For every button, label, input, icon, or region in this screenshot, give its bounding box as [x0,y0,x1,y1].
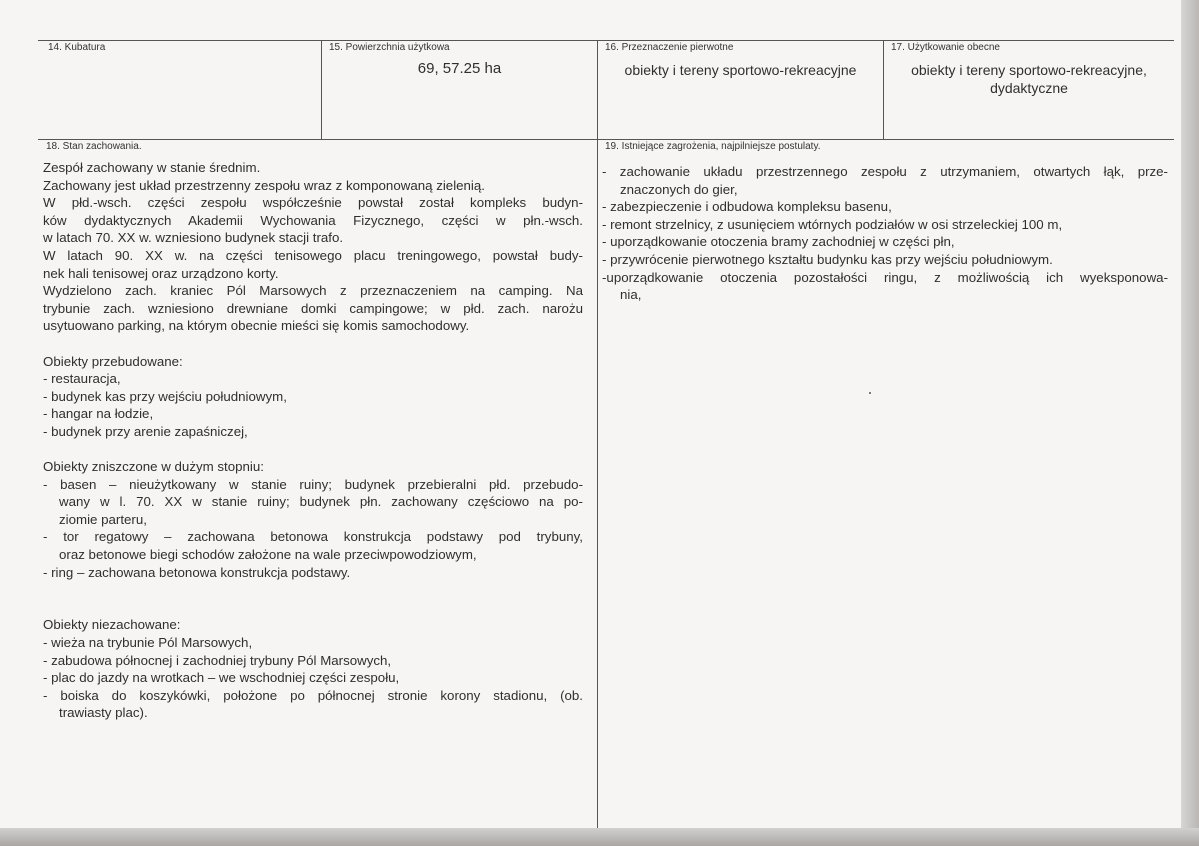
destroyed-heading: Obiekty zniszczone w dużym stopniu: [43,459,264,475]
list-item: oraz betonowe biegi schodów założone na wale przeciwpowodziowym, [59,547,477,563]
list-item: - remont strzelnicy, z usunięciem wtórnych podziałów w osi strzeleckiej 100 m, [602,216,1063,232]
field-16-label: 16. Przeznaczenie pierwotne [605,42,734,53]
field-18-content [43,159,583,722]
list-item: nia, [620,287,642,303]
field-17-value-line-1: obiekty i tereny sportowo-rekreacyjne, [911,62,1147,78]
scan-edge-right [1181,0,1199,846]
scan-edge-bottom [0,828,1199,846]
mid-rule [38,139,1174,140]
list-item: - ring – zachowana betonowa konstrukcja podstawy. [43,564,351,580]
text-line: w latach 70. XX w. wzniesiono budynek stacji trafo. [43,230,344,246]
list-item: - restauracja, [43,371,121,387]
field-15-label: 15. Powierzchnia użytkowa [329,42,450,53]
divider-2 [597,40,598,846]
list-item: - zabudowa północnej i zachodniej trybuny Pól Marsowych, [43,652,392,668]
text-line: trybunie zach. wzniesiono drewniane domki campingowe; w płd. zach. narożu [43,300,583,316]
list-item: trawiasty plac). [59,705,148,721]
list-item: - przywrócenie pierwotnego kształtu budynku kas przy wejściu południowym. [602,251,1053,267]
text-line: Wydzielono zach. kraniec Pól Marsowych z przeznaczeniem na camping. Na [43,283,583,299]
field-16-value: obiekty i tereny sportowo-rekreacyjne [624,62,857,78]
ink-speck [869,392,871,394]
field-19-label: 19. Istniejące zagrożenia, najpilniejsze postulaty. [605,141,821,152]
list-item: - zachowanie układu przestrzennego zespołu z utrzymaniem, otwartych łąk, prze- [602,164,1168,179]
text-line: usytuowano parking, na którym obecnie mieści się komis samochodowy. [43,318,470,334]
text-line: W latach 90. XX w. na części tenisowego placu treningowego, powstał budy- [43,247,583,263]
list-item: - zabezpieczenie i odbudowa kompleksu basenu, [602,199,892,215]
field-17-value-line-2: dydaktyczne [990,80,1068,96]
top-rule [38,40,1174,41]
field-17-value [884,61,1174,97]
text-line: Zespół zachowany w stanie średnim. [43,160,261,175]
text-line: W płd.-wsch. części zespołu współcześnie powstał został kompleks budyn- [43,195,583,211]
lost-heading: Obiekty niezachowane: [43,617,181,633]
text-line: ków dydaktycznych Akademii Wychowania Fizycznego, części w płn.-wsch. [43,212,583,228]
list-item: - wieża na trybunie Pól Marsowych, [43,635,253,651]
field-15-value: 69, 57.25 ha [417,60,502,77]
list-item: - uporządkowanie otoczenia bramy zachodniej w części płn, [602,234,955,250]
list-item: - basen – nieużytkowany w stanie ruiny; budynek przebieralni płd. przebudo- [43,476,583,492]
field-19-content [602,163,1168,304]
field-18-label: 18. Stan zachowania. [46,141,142,152]
list-item: - plac do jazdy na wrotkach – we wschodniej części zespołu, [43,670,400,686]
text-line: Zachowany jest układ przestrzenny zespołu wraz z komponowaną zielenią. [43,177,485,193]
list-item: - hangar na łodzie, [43,406,154,422]
list-item: - budynek kas przy wejściu południowym, [43,388,287,404]
list-item: wany w l. 70. XX w stanie ruiny; budynek płn. zachowany częściowo na po- [59,494,583,510]
field-17-label: 17. Użytkowanie obecne [891,42,1000,53]
list-item: - budynek przy arenie zapaśniczej, [43,423,248,439]
list-item: - tor regatowy – zachowana betonowa konstrukcja podstawy pod trybuny, [43,529,583,545]
list-item: ziomie parteru, [59,511,147,527]
field-14-label: 14. Kubatura [48,42,106,53]
list-item: znaczonych do gier, [620,181,738,197]
divider-1 [321,40,322,140]
list-item: -uporządkowanie otoczenia pozostałości ringu, z możliwością ich wyeksponowa- [602,269,1168,285]
text-line: nek hali tenisowej oraz urządzono korty. [43,265,279,281]
list-item: - boiska do koszykówki, położone po północnej stronie korony stadionu, (ob. [43,687,583,703]
rebuilt-heading: Obiekty przebudowane: [43,353,183,369]
